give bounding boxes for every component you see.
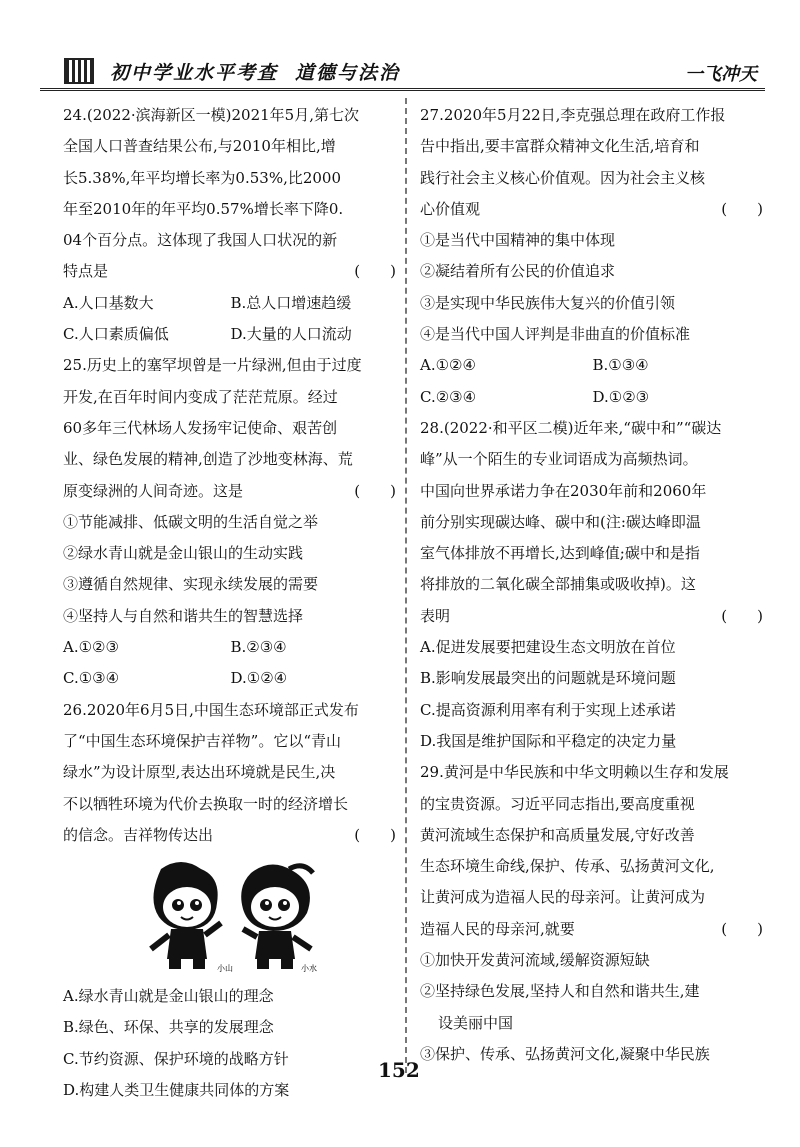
book-logo-icon: [64, 58, 94, 84]
question-28: [420, 413, 765, 757]
q25-line: 原变绿洲的人间奇迹。这是: [63, 481, 244, 500]
q28-line: 室气体排放不再增长,达到峰值;碳中和是指: [420, 544, 700, 563]
q26-line: 26.2020年6月5日,中国生态环境部正式发布: [63, 700, 359, 719]
statement-item: ②绿水青山就是金山银山的生动实践: [63, 544, 304, 563]
option-c: C.人口素质偏低: [63, 325, 169, 344]
answer-blank: ( ): [721, 606, 763, 625]
statement-item: ④是当代中国人评判是非曲直的价值标准: [420, 325, 691, 344]
q27-line: 告中指出,要丰富群众精神文化生活,培育和: [420, 137, 700, 156]
q28-line: 将排放的二氧化碳全部捕集或吸收掉)。这: [420, 575, 696, 594]
q28-line: 表明: [420, 606, 451, 625]
right-column: [420, 100, 765, 1070]
statement-item: ③是实现中华民族伟大复兴的价值引领: [420, 293, 676, 312]
option-c: C.节约资源、保护环境的战略方针: [63, 1049, 289, 1068]
option-row: [420, 350, 765, 381]
mascot-illustration: [121, 859, 341, 977]
header-title: 初中学业水平考查: [110, 62, 279, 84]
q25-line: 业、绿色发展的精神,创造了沙地变林海、荒: [63, 450, 353, 469]
q29-line: 29.黄河是中华民族和中华文明赖以生存和发展: [420, 763, 729, 782]
option-row: [420, 382, 765, 413]
page-number: 152: [378, 1058, 420, 1082]
q29-line: 生态环境生命线,保护、传承、弘扬黄河文化,: [420, 857, 715, 876]
q28-stem-end: [420, 601, 765, 632]
q25-stem-end: [63, 476, 398, 507]
q26-line: 不以牺牲环境为代价去换取一时的经济增长: [63, 794, 349, 813]
q29-line: 黄河流域生态保护和高质量发展,守好改善: [420, 825, 695, 844]
option-d: D.①②④: [230, 669, 288, 688]
q24-line: 全国人口普查结果公布,与2010年相比,增: [63, 137, 336, 156]
option-a: A.①②④: [420, 356, 476, 375]
option-b: B.②③④: [230, 638, 287, 657]
option-b: B.①③④: [592, 356, 649, 375]
option-a: A.绿水青山就是金山银山的理念: [63, 987, 274, 1006]
q29-line: 让黄河成为造福人民的母亲河。让黄河成为: [420, 888, 706, 907]
q27-stem-end: [420, 194, 765, 225]
statement-item-continued: 设美丽中国: [438, 1013, 514, 1032]
option-row: [63, 663, 398, 694]
statement-item: ③保护、传承、弘扬黄河文化,凝聚中华民族: [420, 1044, 710, 1063]
option-d: D.大量的人口流动: [230, 325, 352, 344]
q24-line: 特点是: [63, 262, 109, 281]
q28-line: 28.(2022·和平区二模)近年来,“碳中和”“碳达: [420, 418, 722, 437]
mascot-figure: [63, 857, 398, 979]
q26-stem-end: [63, 820, 398, 851]
q28-line: 前分别实现碳达峰、碳中和(注:碳达峰即温: [420, 512, 701, 531]
option-c: C.①③④: [63, 669, 120, 688]
option-row: [63, 288, 398, 319]
mascot-xiaoshui: [241, 865, 313, 970]
answer-blank: ( ): [721, 199, 763, 218]
q29-line: 造福人民的母亲河,就要: [420, 919, 575, 938]
option-b: B.总人口增速趋缓: [230, 293, 352, 312]
q24-line: 年至2010年的年平均0.57%增长率下降0.: [63, 199, 344, 218]
question-29: [420, 757, 765, 1070]
header-subject: 道德与法治: [295, 62, 401, 84]
mascot-label-xiaoshui: 小水: [300, 964, 317, 974]
option-row: [63, 319, 398, 350]
q25-line: 开发,在百年时间内变成了茫茫荒原。经过: [63, 387, 338, 406]
option-a: A.人口基数大: [63, 293, 154, 312]
statement-item: ①是当代中国精神的集中体现: [420, 231, 616, 250]
option-d: D.我国是维护国际和平稳定的决定力量: [420, 731, 677, 750]
q27-line: 心价值观: [420, 199, 481, 218]
q24-line: 长5.38%,年平均增长率为0.53%,比2000: [63, 168, 342, 187]
q29-line: 的宝贵资源。习近平同志指出,要高度重视: [420, 794, 695, 813]
q27-line: 27.2020年5月22日,李克强总理在政府工作报: [420, 106, 726, 124]
question-26: [63, 695, 398, 1107]
question-25: [63, 350, 398, 694]
option-a: A.①②③: [63, 638, 119, 657]
option-a: A.促进发展要把建设生态文明放在首位: [420, 638, 676, 657]
q27-line: 践行社会主义核心价值观。因为社会主义核: [420, 168, 706, 187]
q24-line: 24.(2022·滨海新区一模)2021年5月,第七次: [63, 106, 359, 124]
q28-line: 峰”从一个陌生的专业词语成为高频热词。: [420, 450, 698, 469]
q25-line: 25.历史上的塞罕坝曾是一片绿洲,但由于过度: [63, 356, 362, 375]
question-27: [420, 100, 765, 413]
statement-item: ①节能减排、低碳文明的生活自觉之举: [63, 512, 319, 531]
q26-line: 的信念。吉祥物传达出: [63, 825, 214, 844]
column-divider: [405, 98, 407, 1073]
answer-blank: ( ): [354, 481, 396, 500]
statement-item: ③遵循自然规律、实现永续发展的需要: [63, 575, 319, 594]
q26-line: 绿水”为设计原型,表达出环境就是民生,决: [63, 763, 336, 782]
q24-stem-end: [63, 256, 398, 287]
q25-line: 60多年三代林场人发扬牢记使命、艰苦创: [63, 418, 338, 437]
answer-blank: ( ): [721, 919, 763, 938]
option-b: B.影响发展最突出的问题就是环境问题: [420, 669, 676, 688]
option-b: B.绿色、环保、共享的发展理念: [63, 1018, 274, 1037]
statement-item: ①加快开发黄河流域,缓解资源短缺: [420, 951, 650, 970]
left-column: [63, 100, 398, 1106]
header-rule: [40, 88, 765, 91]
option-row: [63, 632, 398, 663]
q24-line: 04个百分点。这体现了我国人口状况的新: [63, 231, 338, 250]
q28-line: 中国向世界承诺力争在2030年前和2060年: [420, 481, 707, 500]
question-24: [63, 100, 398, 350]
option-c: C.②③④: [420, 387, 477, 406]
header-brand: 一飞冲天: [685, 64, 757, 85]
option-c: C.提高资源利用率有利于实现上述承诺: [420, 700, 676, 719]
option-d: D.构建人类卫生健康共同体的方案: [63, 1081, 290, 1100]
statement-item: ②凝结着所有公民的价值追求: [420, 262, 616, 281]
answer-blank: ( ): [354, 825, 396, 844]
answer-blank: ( ): [354, 262, 396, 281]
statement-item: ④坚持人与自然和谐共生的智慧选择: [63, 606, 304, 625]
mascot-label-xiaoshan: 小山: [216, 964, 233, 974]
q29-stem-end: [420, 914, 765, 945]
page-header: [40, 52, 765, 92]
option-d: D.①②③: [592, 387, 650, 406]
q26-line: 了“中国生态环境保护吉祥物”。它以“青山: [63, 731, 342, 750]
statement-item: ②坚持绿色发展,坚持人和自然和谐共生,建: [420, 982, 700, 1001]
mascot-xiaoshan: [151, 862, 221, 969]
